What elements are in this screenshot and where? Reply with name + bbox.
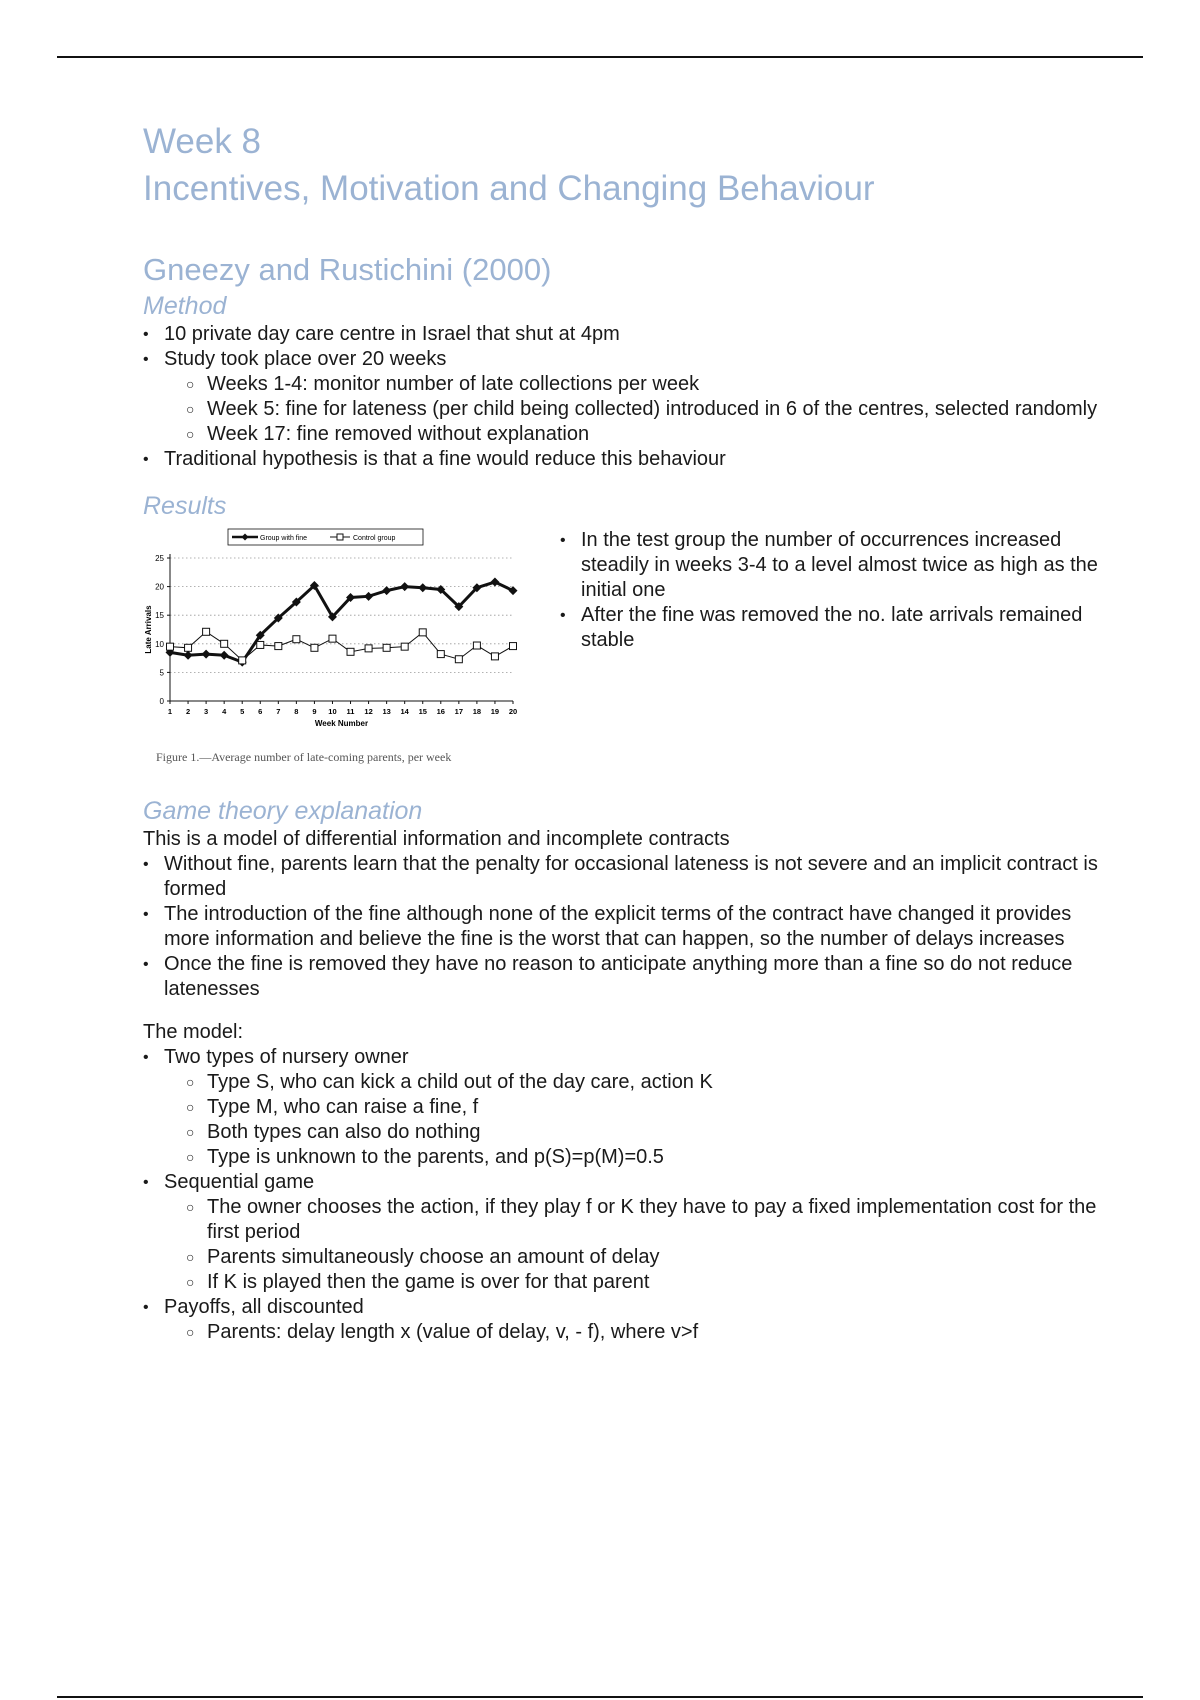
x-tick-label: 7 (276, 707, 281, 716)
game-theory-list (143, 852, 1103, 1002)
study-heading: Gneezy and Rustichini (2000) (143, 252, 552, 287)
sub-list-item: ○ If K is played then the game is over for that parent (164, 1270, 1103, 1295)
game-theory-intro: This is a model of differential information and incomplete contracts (143, 828, 730, 850)
results-list (560, 528, 1100, 653)
data-point (419, 629, 426, 636)
document-body (143, 118, 1103, 1345)
data-point (329, 635, 336, 642)
x-tick-label: 3 (204, 707, 209, 716)
payoffs-sublist (164, 1320, 1103, 1345)
sub-list-item: ○ Type S, who can kick a child out of the day care, action K (164, 1070, 1103, 1095)
x-tick-label: 1 (167, 707, 173, 716)
y-tick-label: 15 (155, 611, 164, 621)
x-tick-label: 18 (472, 707, 482, 716)
data-point (437, 651, 444, 658)
legend-label: Group with fine (260, 535, 308, 542)
data-point (364, 592, 373, 601)
data-point (510, 643, 517, 650)
sub-list-item: ○ Both types can also do nothing (164, 1120, 1103, 1145)
chart-caption: Figure 1.—Average number of late-coming parents, per week (156, 750, 452, 764)
data-point (184, 651, 193, 660)
title-topic: Incentives, Motivation and Changing Behaviour (143, 169, 875, 208)
data-point (185, 644, 192, 651)
series-line (170, 582, 513, 662)
x-tick-label: 11 (346, 707, 355, 716)
x-tick-label: 4 (222, 707, 227, 716)
sub-list-item: ○ Week 5: fine for lateness (per child being collected) introduced in 6 of the centres, selected randomly (164, 397, 1103, 422)
sub-list-item: ○ Type M, who can raise a fine, f (164, 1095, 1103, 1120)
results-section (143, 526, 1103, 765)
model-intro: The model: (143, 1021, 244, 1043)
results-heading: Results (143, 492, 227, 520)
data-point (202, 650, 211, 659)
method-heading: Method (143, 292, 227, 320)
data-point (382, 586, 391, 595)
x-tick-label: 19 (490, 707, 500, 716)
data-point (347, 648, 354, 655)
data-point (383, 644, 390, 651)
x-tick-label: 8 (294, 707, 299, 716)
chart-figure (143, 526, 548, 765)
y-tick-label: 5 (159, 668, 164, 678)
list-item: • 10 private day care centre in Israel that shut at 4pm (143, 322, 1103, 347)
x-tick-label: 14 (400, 707, 409, 716)
x-tick-label: 12 (364, 707, 373, 716)
data-point (293, 636, 300, 643)
list-item: • The introduction of the fine although none of the explicit terms of the contract have changed it provides more information and believe the fine is the worst that can happen, so the number of delays increases (143, 902, 1103, 952)
data-point (401, 643, 408, 650)
data-point (275, 643, 282, 650)
data-point (167, 643, 174, 650)
list-item-text: Two types of nursery owner (164, 1046, 409, 1068)
legend-marker (337, 534, 343, 540)
sub-list-item: ○ The owner chooses the action, if they play f or K they have to pay a fixed implementation cost for the first period (164, 1195, 1103, 1245)
data-point (418, 583, 427, 592)
x-tick-label: 20 (508, 707, 518, 716)
game-theory-heading: Game theory explanation (143, 797, 423, 825)
data-point (491, 653, 498, 660)
x-tick-label: 16 (436, 707, 445, 716)
x-tick-label: 2 (185, 707, 191, 716)
sequential-sublist (164, 1195, 1103, 1295)
data-point (311, 644, 318, 651)
list-item: • In the test group the number of occurrences increased steadily in weeks 3-4 to a level almost twice as high as the initial one (560, 528, 1100, 603)
list-item (143, 1045, 1103, 1170)
list-item (143, 347, 1103, 447)
list-item (143, 1170, 1103, 1295)
owner-types-sublist (164, 1070, 1103, 1170)
data-point (221, 640, 228, 647)
sub-list-item: ○ Parents: delay length x (value of delay, v, - f), where v>f (164, 1320, 1103, 1345)
top-rule (57, 56, 1143, 58)
y-tick-label: 25 (155, 554, 164, 563)
data-point (455, 656, 462, 663)
list-item: • Without fine, parents learn that the penalty for occasional lateness is not severe and an implicit contract is formed (143, 852, 1103, 902)
method-list (143, 322, 1103, 472)
late-arrivals-chart (143, 526, 528, 741)
y-tick-label: 0 (159, 697, 164, 706)
list-item-text: Study took place over 20 weeks (164, 348, 447, 370)
list-item-text: Sequential game (164, 1171, 315, 1193)
data-point (473, 642, 480, 649)
list-item: • Traditional hypothesis is that a fine would reduce this behaviour (143, 447, 1103, 472)
y-tick-label: 20 (155, 582, 164, 592)
x-tick-label: 15 (418, 707, 427, 716)
x-tick-label: 17 (454, 707, 464, 716)
y-tick-label: 10 (155, 639, 164, 649)
x-tick-label: 6 (258, 707, 263, 716)
x-tick-label: 9 (312, 707, 317, 716)
data-point (239, 657, 246, 664)
data-point (257, 641, 264, 648)
results-text (560, 526, 1100, 765)
list-item (143, 1295, 1103, 1345)
model-list (143, 1045, 1103, 1345)
list-item-text: Payoffs, all discounted (164, 1296, 364, 1318)
x-tick-label: 10 (328, 707, 337, 716)
x-axis-label: Week Number (314, 719, 369, 728)
title-week: Week 8 (143, 122, 262, 161)
sub-list-item: ○ Type is unknown to the parents, and p(S)=p(M)=0.5 (164, 1145, 1103, 1170)
list-item: • After the fine was removed the no. late arrivals remained stable (560, 603, 1100, 653)
data-point (203, 628, 210, 635)
bottom-rule (57, 1696, 1143, 1698)
x-tick-label: 5 (240, 707, 245, 716)
sub-list-item: ○ Parents simultaneously choose an amount of delay (164, 1245, 1103, 1270)
data-point (400, 582, 409, 591)
data-point (220, 651, 229, 660)
sub-list-item: ○ Week 17: fine removed without explanation (164, 422, 1103, 447)
y-axis-label: Late Arrivals (144, 605, 153, 654)
data-point (365, 645, 372, 652)
method-sublist (164, 372, 1103, 447)
page-title (143, 118, 1103, 212)
legend-label: Control group (353, 535, 396, 542)
sub-list-item: ○ Weeks 1-4: monitor number of late collections per week (164, 372, 1103, 397)
list-item: • Once the fine is removed they have no reason to anticipate anything more than a fine so do not reduce latenesses (143, 952, 1103, 1002)
x-tick-label: 13 (382, 707, 391, 716)
